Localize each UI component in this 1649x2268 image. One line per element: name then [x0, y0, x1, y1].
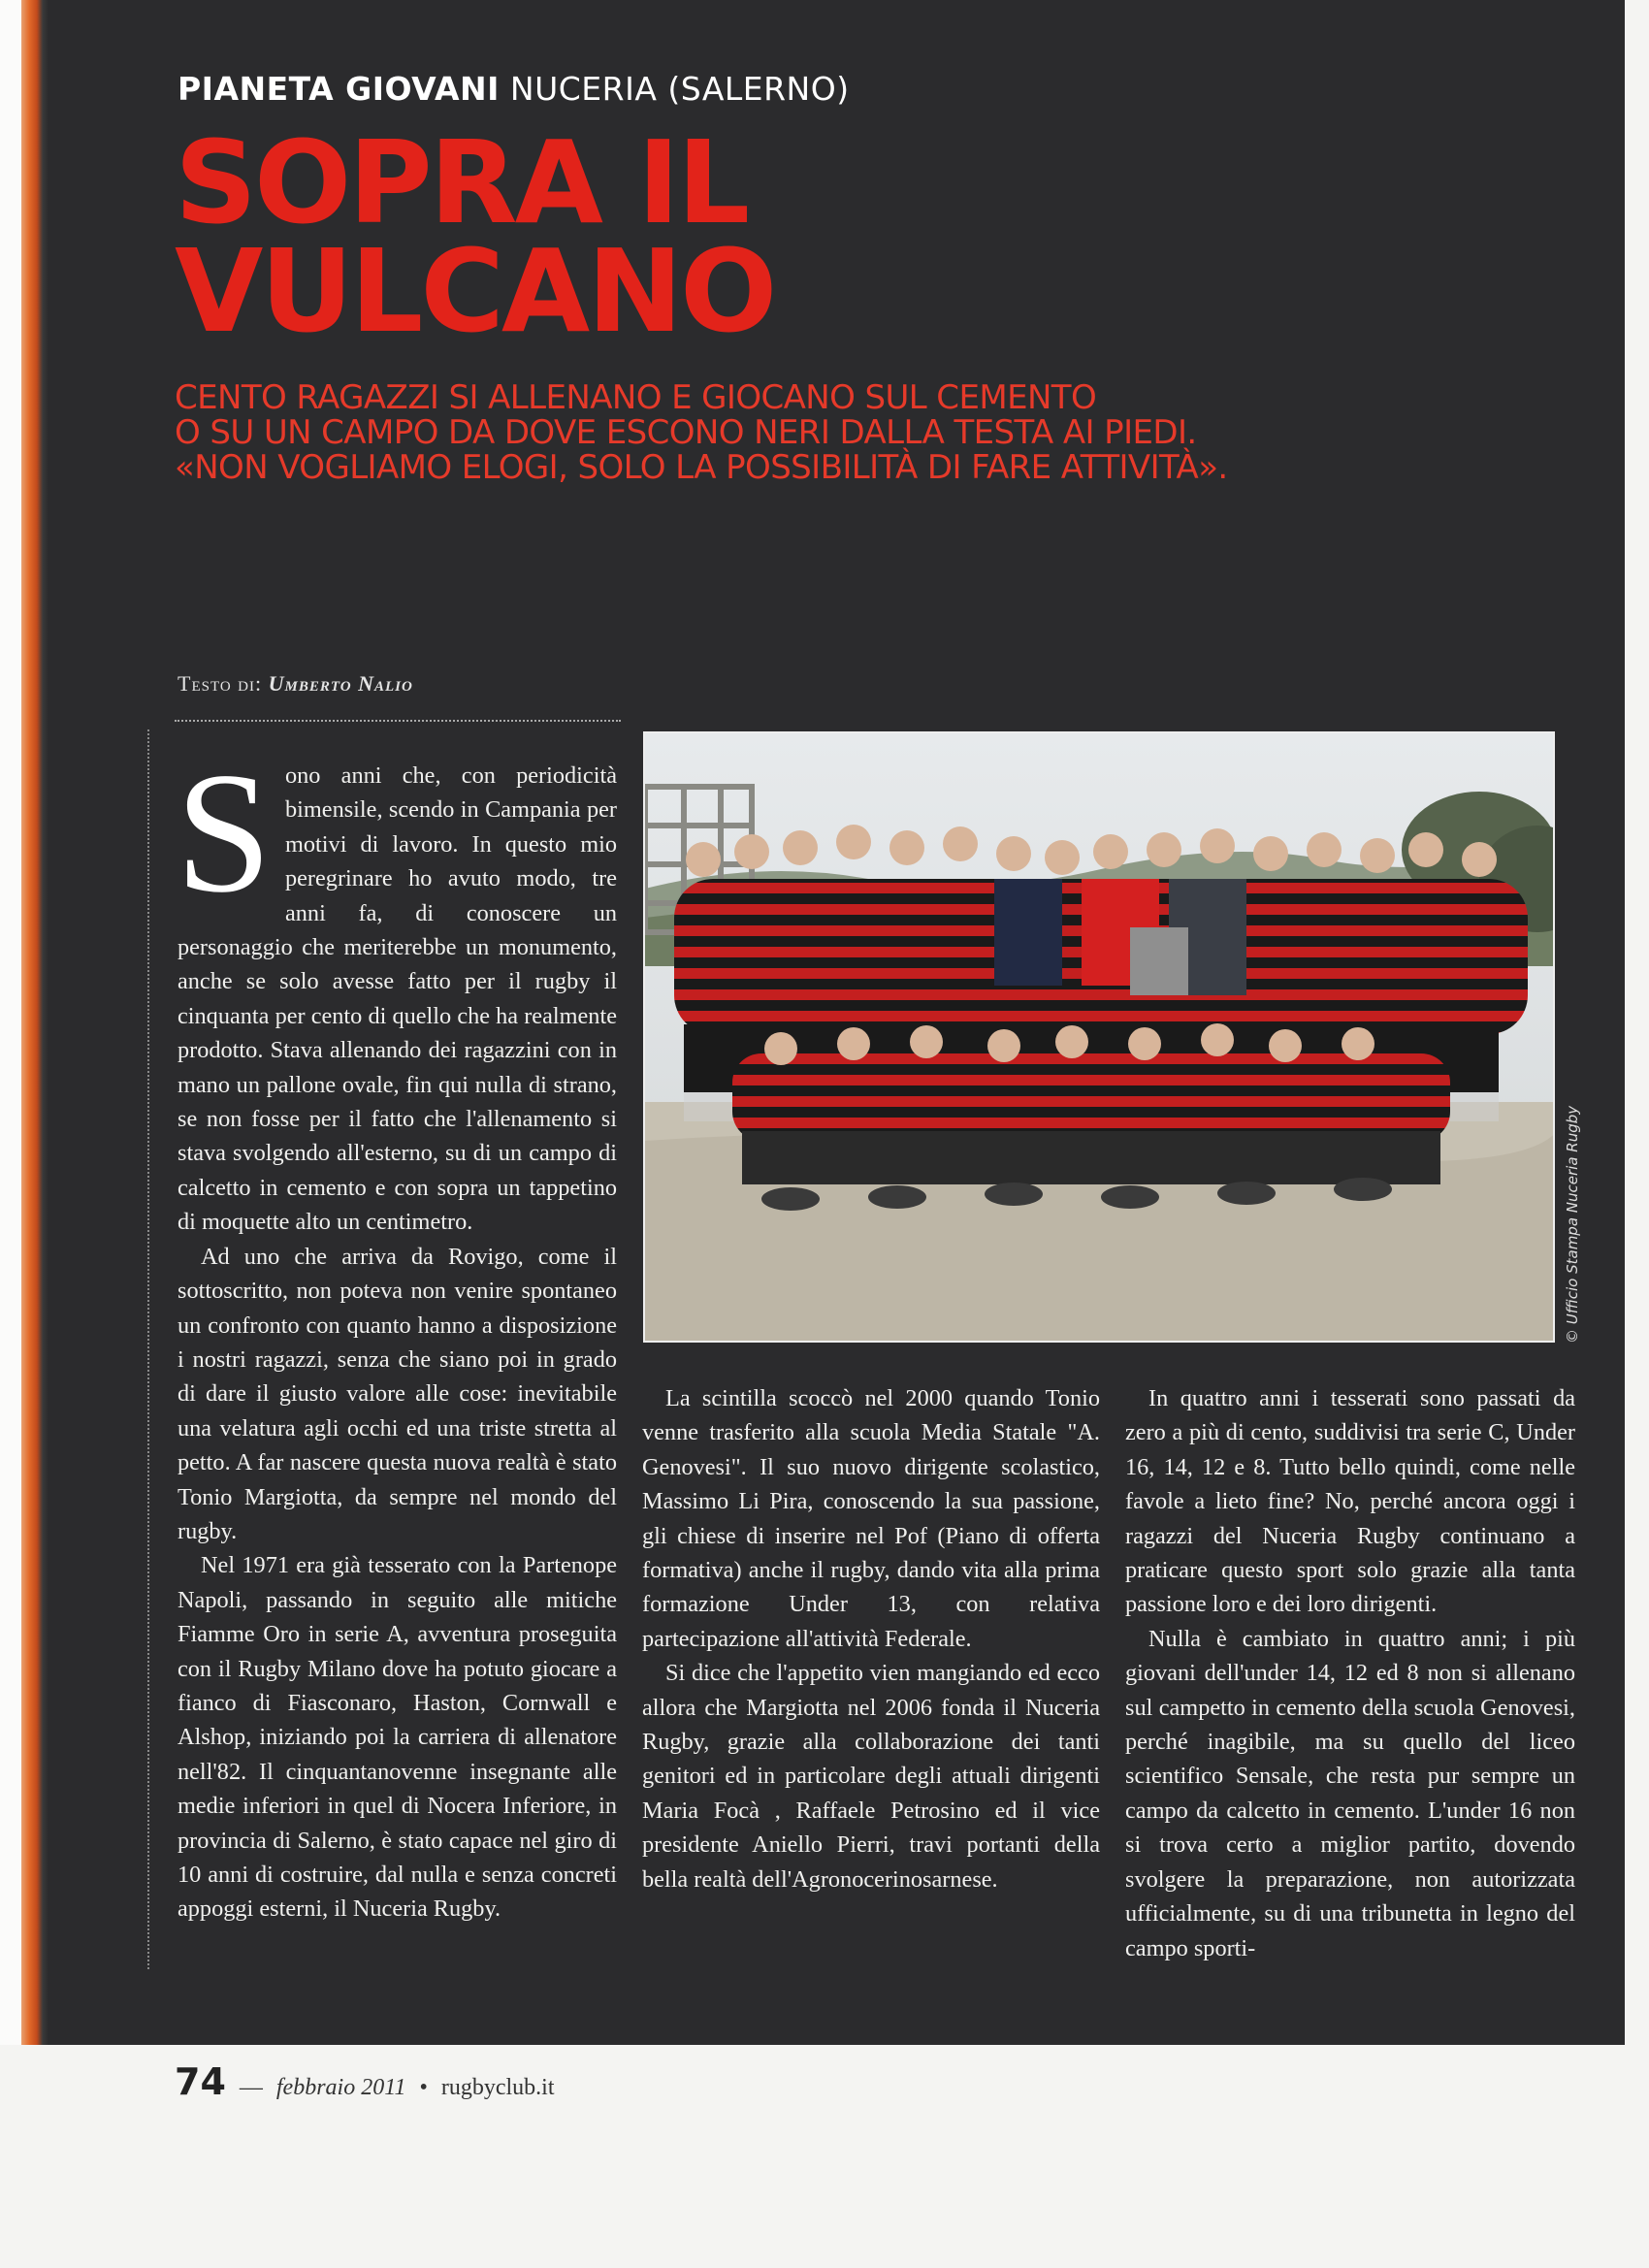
section-kicker	[178, 70, 850, 108]
paragraph-text: ono anni che, con periodicità bimensile, scendo in Campania per motivi di lavoro. In questo mio peregrinare ho avuto modo, tre anni fa, di conoscere un personaggio che meriterebbe un monumento, anche se solo avesse fatto per il rugby il cinquanta per cento di quello che ha realmente prodotto. Stava allenando dei ragazzini con in mano un pallone ovale, fin qui nulla di strano, se non fosse per il fatto che l'allenamento si stava svolgendo all'esterno, su di un campo di calcetto in cemento e con sopra un tappetino di moquette alto un centimetro.	[178, 762, 617, 1236]
byline-divider	[175, 720, 621, 722]
paragraph: Nulla è cambiato in quattro anni; i più giovani dell'under 14, 12 ed 8 non si allenano sul campetto in cemento della scuola Genovesi, perché inagibile, ma su quello del liceo scientifico Sensale, che resta pur sempre un campo da calcetto in cemento. L'under 16 non si trova certo a miglior partito, dovendo svolgere la preparazione, non autorizzata ufficialmente, su di una tribunetta in legno del campo sporti-	[1125, 1625, 1575, 1961]
headline-line-2: VULCANO	[175, 224, 775, 358]
deck-line-2: O SU UN CAMPO DA DOVE ESCONO NERI DALLA TESTA AI PIEDI.	[175, 413, 1197, 452]
page-number: 74	[175, 2060, 226, 2103]
drop-cap: S	[176, 736, 272, 928]
paragraph: Si dice che l'appetito vien mangiando ed ecco allora che Margiotta nel 2006 fonda il Nuceria Rugby, grazie alla collaborazione dei tanti genitori ed in particolare degli attuali dirigenti Maria Focà , Raffaele Petrosino ed il vice presidente Aniello Pierri, travi portanti della bella realtà dell'Agronocerinosarnese.	[642, 1660, 1100, 1893]
photo-credit: © Ufficio Stampa Nuceria Rugby	[1564, 1105, 1581, 1344]
scan-margin	[1625, 0, 1649, 2268]
paragraph	[176, 736, 617, 1240]
byline-author: Umberto Nalio	[268, 671, 413, 696]
byline	[178, 671, 413, 697]
headline	[175, 115, 775, 358]
byline-label: Testo di:	[178, 671, 263, 696]
column-divider	[147, 729, 149, 1969]
page-footer	[175, 2060, 555, 2103]
article-column-2	[642, 1381, 1100, 1896]
article-column-1	[176, 736, 617, 1927]
paragraph: Nel 1971 era già tesserato con la Partenope Napoli, passando in seguito alle mitiche Fiamme Oro in serie A, avventura proseguita con il Rugby Milano dove ha potuto giocare a fianco di Fiasconaro, Haston, Cornwall e Alshop, iniziando poi la carriera di allenatore nell'82. Il cinquantanovenne insegnante alle medie inferiori in quel di Nocera Inferiore, in provincia di Salerno, è stato capace nel giro di 10 anni di costruire, dal nulla e senza concreti appoggi esterni, il Nuceria Rugby.	[178, 1552, 617, 1923]
team-photo	[643, 731, 1555, 1343]
kicker-section: PIANETA GIOVANI	[178, 70, 500, 108]
deck-line-1: CENTO RAGAZZI SI ALLENANO E GIOCANO SUL CEMENTO	[175, 378, 1097, 417]
footer-separator: •	[419, 2075, 428, 2100]
footer-dash: —	[239, 2075, 263, 2100]
page-spine-edge	[0, 0, 48, 2045]
paragraph: Ad uno che arriva da Rovigo, come il sottoscritto, non poteva non venire spontaneo un confronto con quanto hanno a disposizione i nostri ragazzi, senza che siano poi in grado di dare il giusto valore alle cose: inevitabile una velatura agli occhi ed una triste stretta al petto. A far nascere questa nuova realtà è stato Tonio Margiotta, da sempre nel mondo del rugby.	[178, 1243, 617, 1544]
deck-subtitle	[175, 380, 1416, 485]
deck-line-3: «NON VOGLIAMO ELOGI, SOLO LA POSSIBILITÀ DI FARE ATTIVITÀ».	[175, 448, 1228, 487]
paragraph: In quattro anni i tesserati sono passati da zero a più di cento, suddivisi tra serie C, Under 16, 14, 12 e 8. Tutto bello quindi, come nelle favole a lieto fine? No, perché ancora oggi i ragazzi del Nuceria Rugby continuano a praticare questo sport solo grazie alla tanta passione loro e dei loro dirigenti.	[1125, 1385, 1575, 1618]
article-column-3	[1125, 1381, 1575, 1965]
website: rugbyclub.it	[440, 2075, 555, 2100]
kicker-place: NUCERIA (SALERNO)	[509, 70, 850, 108]
paragraph: La scintilla scoccò nel 2000 quando Tonio venne trasferito alla scuola Media Statale "A. Genovesi". Il suo nuovo dirigente scolastico, Massimo Li Pira, conoscendo la sua passione, gli chiese di inserire nel Pof (Piano di offerta formativa) anche il rugby, dando vita alla prima formazione Under 13, con relativa partecipazione all'attività Federale.	[642, 1385, 1100, 1652]
issue-date: febbraio 2011	[275, 2075, 406, 2100]
team-photo-illustration	[645, 733, 1555, 1343]
headline-line-1: SOPRA IL	[175, 115, 748, 249]
